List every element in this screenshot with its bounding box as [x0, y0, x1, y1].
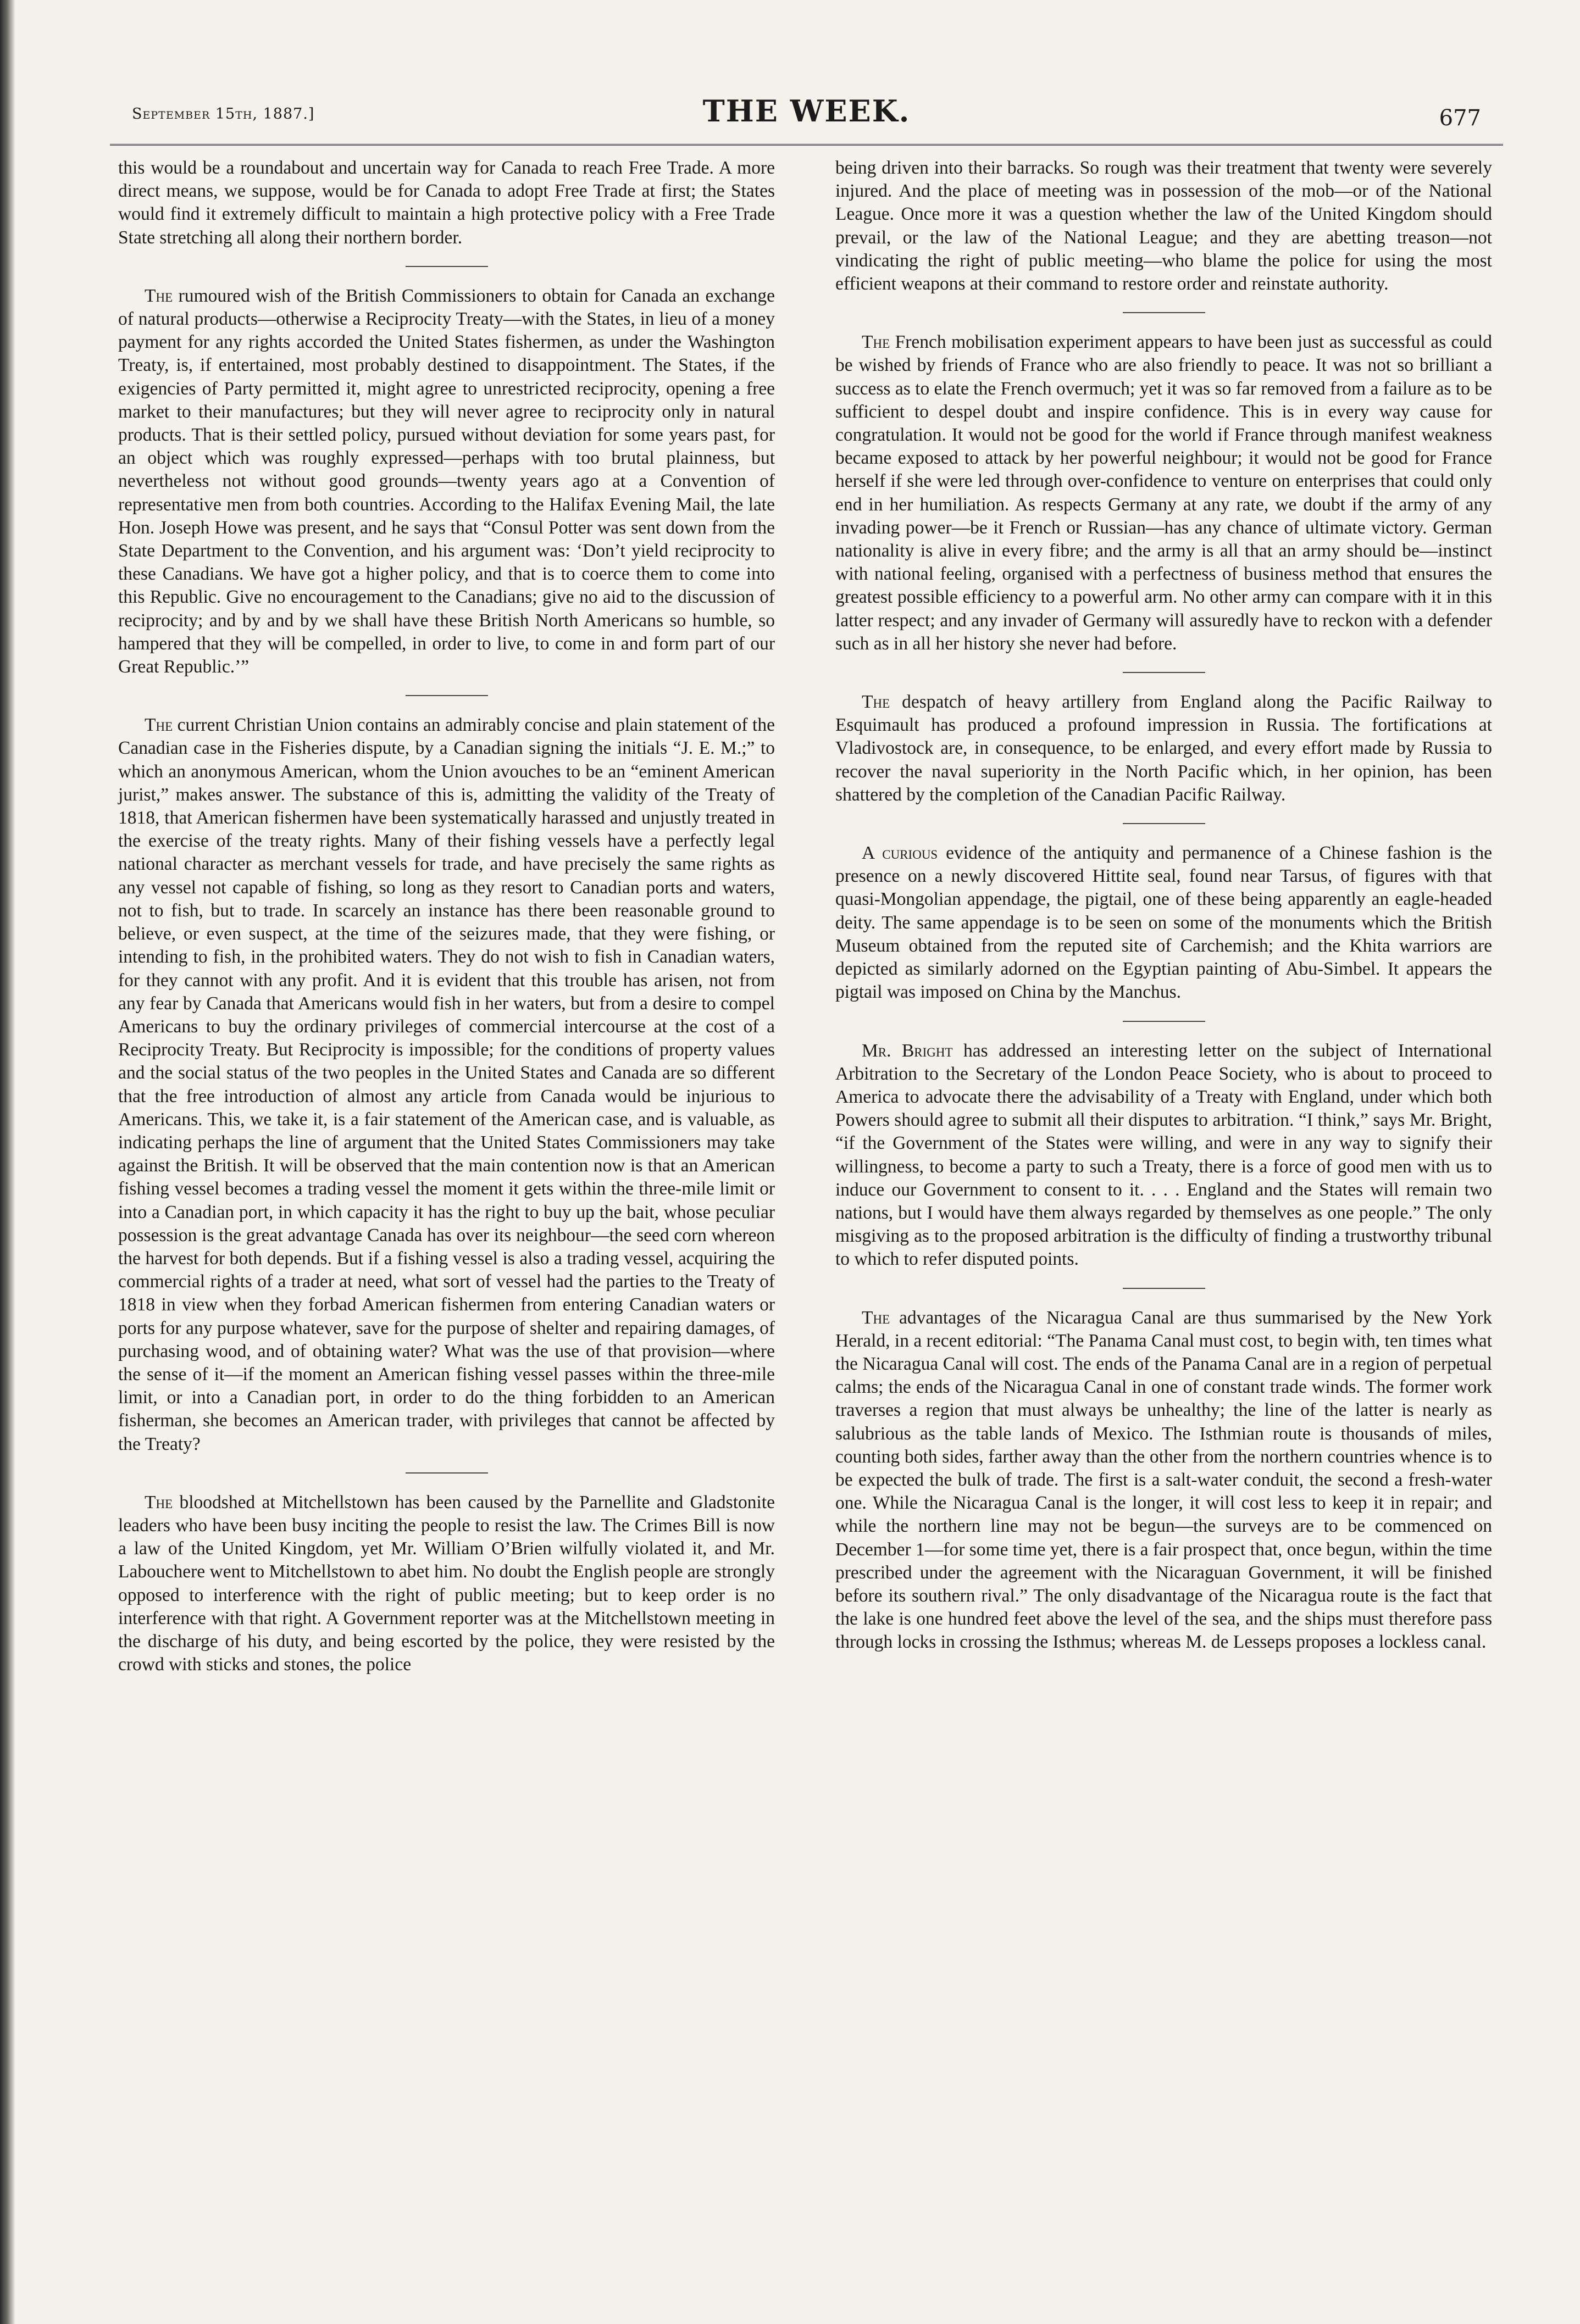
paragraph-reciprocity: The rumoured wish of the British Commissioners to obtain for Canada an exchange of natural products—otherwise a Reciprocity Treaty—with the States, in lieu of a money payment for any rights accorded the United States fishermen, as under the Washington Treaty, is, if entertained, most probably destined to disappointment. The States, if the exigencies of Party permitted it, might agree to unrestricted reciprocity, opening a free market to their manufactures; but they will never agree to reciprocity only in natural products. That is their settled policy, pursued without deviation for some years past, for an object which was roughly expressed—perhaps with too brutal plainness, but nevertheless not without good grounds—twenty years ago at a Convention of representative men from both countries. According to the Halifax Evening Mail, the late Hon. Joseph Howe was present, and he says that “Consul Potter was sent down from the State Department to the Convention, and his argument was: ‘Don’t yield reciprocity to these Canadians. We have got a higher policy, and that is to coerce them to come into this Republic. Give no encouragement to the Canadians; give no aid to the discussion of reciprocity; and by and by we shall have these British North Americans so humble, so hampered that they will be compelled, in order to live, to come in and form part of our Great Republic.’” [118, 285, 775, 677]
paragraph-french-mobilisation: The French mobilisation experiment appears to have been just as successful as could be wished by friends of France who are also friendly to peace. It was not so brilliant a success as to elate the French overmuch; yet it was so far removed from a failure as to be sufficient to despel doubt and inspire confidence. This is in every way cause for congratulation. It would not be good for the world if France through manifest weakness became exposed to attack by her powerful neighbour; it would not be good for France herself if she were led through over-confidence to venture on enterprises that could only end in her humiliation. As respects Germany at any rate, we doubt if the army of any invading power—be it French or Russian—has any chance of ultimate victory. German nationality is alive in every fibre; and the army is all that an army should be—instinct with national feeling, organised with a perfectness of business method that ensures the greatest possible efficiency to a powerful arm. No other army can compare with it in this latter respect; and any invader of Germany will assuredly have to reckon with a defender such as in all her history she never had before. [835, 332, 1492, 654]
section-divider [406, 1472, 488, 1474]
paragraph-christian-union: The current Christian Union contains an admirably concise and plain statement of the Canadian case in the Fisheries dispute, by a Canadian signing the initials “J. E. M.;” to which an anonymous American, whom the Union avouches to be an “eminent American jurist,” makes answer. The substance of this is, admitting the validity of the Treaty of 1818, that American fishermen have been systematically harassed and unjustly treated in the exercise of the treaty rights. Many of their fishing vessels have a perfectly legal national character as merchant vessels for trade, and have precisely the same rights as any vessel not capable of fishing, so long as they resort to Canadian ports and waters, not to fish, but to trade. In scarcely an instance has there been reasonable ground to believe, or even suspect, at the time of the seizures made, that they were fishing, or intending to fish, in the prohibited waters. They do not wish to fish in Canadian waters, for they cannot with any profit. And it is evident that this trouble has arisen, not from any fear by Canada that Americans would fish in her waters, but from a desire to compel Americans to buy the ordinary privileges of commercial intercourse at the cost of a Reciprocity Treaty. But Reciprocity is impossible; for the conditions of property values and the social status of the two peoples in the United States and Canada are so different that the free introduction of almost any article from Canada would be injurious to Americans. This, we take it, is a fair statement of the American case, and is valuable, as indicating perhaps the line of argument that the United States Commissioners may take against the British. It will be observed that the main contention now is that an American fishing vessel becomes a trading vessel the moment it gets within the three-mile limit or into a Canadian port, in which capacity it has the right to buy up the bait, whose peculiar possession is the great advantage Canada has over its neighbour—the seed corn whereon the harvest for both depends. But if a fishing vessel is also a trading vessel, acquiring the commercial rights of a trader at need, what sort of vessel had the parties to the Treaty of 1818 in view when they forbad American fishermen from entering Canadian waters or ports for any purpose whatever, save for the purpose of shelter and repairing damages, of purchasing wood, and of obtaining water? What was the use of that provision—where the sense of it—if the moment an American fishing vessel passes within the three-mile limit, or into a Canadian port, in order to do the thing forbidden to an American fisherman, she becomes an American trader, with privileges that cannot be affected by the Treaty? [118, 715, 775, 1454]
page-header [110, 93, 1503, 143]
section-divider [406, 695, 488, 696]
issue-date: September 15th, 1887.] [132, 105, 315, 123]
section-divider [1123, 672, 1205, 673]
section-divider [1123, 1021, 1205, 1022]
paragraph-mitchellstown: The bloodshed at Mitchellstown has been caused by the Parnellite and Gladstonite leaders who have been busy inciting the people to resist the law. The Crimes Bill is now a law of the United Kingdom, yet Mr. William O’Brien wilfully violated it, and Mr. Labouchere went to Mitchellstown to abet him. No doubt the English people are strongly opposed to interference with the right of public meeting; but to keep order is no interference with that right. A Government reporter was at the Mitchellstown meeting in the discharge of his duty, and being escorted by the police, they were resisted by the crowd with sticks and stones, the police [118, 1492, 775, 1675]
paragraph-mr-bright: Mr. Bright has addressed an interesting letter on the subject of International Arbitration to the Secretary of the London Peace Society, who is about to proceed to America to advocate there the advisability of a Treaty with England, under which both Powers should agree to submit all their disputes to arbitration. “I think,” says Mr. Bright, “if the Government of the States were willing, and were in any way to signify their willingness, to become a party to such a Treaty, there is a force of good men with us to induce our Government to consent to it. . . . England and the States will remain two nations, but I would have them always regarded by themselves as one people.” The only misgiving as to the proposed arbitration is the difficulty of finding a trustworthy tribunal to which to refer disputed points. [835, 1040, 1492, 1270]
section-divider [1123, 823, 1205, 824]
paragraph-heavy-artillery: The despatch of heavy artillery from England along the Pacific Railway to Esquimault has produced a profound impression in Russia. The fortifications at Vladivostock are, in consequence, to be enlarged, and every effort made by Russia to recover the naval superiority in the North Pacific which, in her opinion, has been shattered by the completion of the Canadian Pacific Railway. [835, 692, 1492, 805]
paragraph-nicaragua-canal: The advantages of the Nicaragua Canal are thus summarised by the New York Herald, in a recent editorial: “The Panama Canal must cost, to begin with, ten times what the Nicaragua Canal will cost. The ends of the Panama Canal are in a region of perpetual calms; the ends of the Nicaragua Canal in one of constant trade winds. The former work traverses a region that must always be unhealthy; the line of the latter is nearly as salubrious as the table lands of Mexico. The Isthmian route is thousands of miles, counting both sides, farther away than the other from the northern countries whence is to be expected the bulk of trade. The first is a salt-water conduit, the second a fresh-water one. While the Nicaragua Canal is the longer, it will cost less to keep it in repair; and while the northern line may not be begun—the surveys are to be commenced on December 1—for some time yet, there is a fair prospect that, once begun, within the time prescribed under the agreement with the Nicaraguan Government, it will be finished before its southern rival.” The only disadvantage of the Nicaragua route is the fact that the lake is one hundred feet above the level of the sea, and the ships must therefore pass through locks in crossing the Isthmus; whereas M. de Lesseps proposes a lockless canal. [835, 1307, 1492, 1653]
section-divider [1123, 1288, 1205, 1289]
paragraph-free-trade: this would be a roundabout and uncertain way for Canada to reach Free Trade. A more direct means, we suppose, would be for Canada to adopt Free Trade at first; the States would find it extremely difficult to maintain a high protective policy with a Free Trade State stretching all along their northern border. [118, 158, 775, 248]
right-column [835, 157, 1492, 1654]
header-rule [110, 144, 1503, 146]
page-number: 677 [1439, 105, 1481, 131]
section-divider [1123, 312, 1205, 313]
book-binding-edge [0, 0, 15, 2324]
paragraph-barracks: being driven into their barracks. So rough was their treatment that twenty were severely injured. And the place of meeting was in possession of the mob—or of the National League. Once more it was a question whether the law of the United Kingdom should prevail, or the law of the National League; and they are abetting treason—not vindicating the right of public meeting—who blame the police for using the most efficient weapons at their command to restore order and reinstate authority. [835, 158, 1492, 294]
section-divider [406, 266, 488, 267]
paragraph-chinese-fashion: A curious evidence of the antiquity and permanence of a Chinese fashion is the presence on a newly discovered Hittite seal, found near Tarsus, of figures with that quasi-Mongolian appendage, the pigtail, one of these being apparently an eagle-headed deity. The same appendage is to be seen on some of the monuments which the British Museum obtained from the reputed site of Carchemish; and the Khita warriors are depicted as similarly adorned on the Egyptian painting of Abu-Simbel. It appears the pigtail was imposed on China by the Manchus. [835, 843, 1492, 1003]
publication-title: THE WEEK. [702, 93, 911, 129]
left-column [118, 157, 775, 1676]
